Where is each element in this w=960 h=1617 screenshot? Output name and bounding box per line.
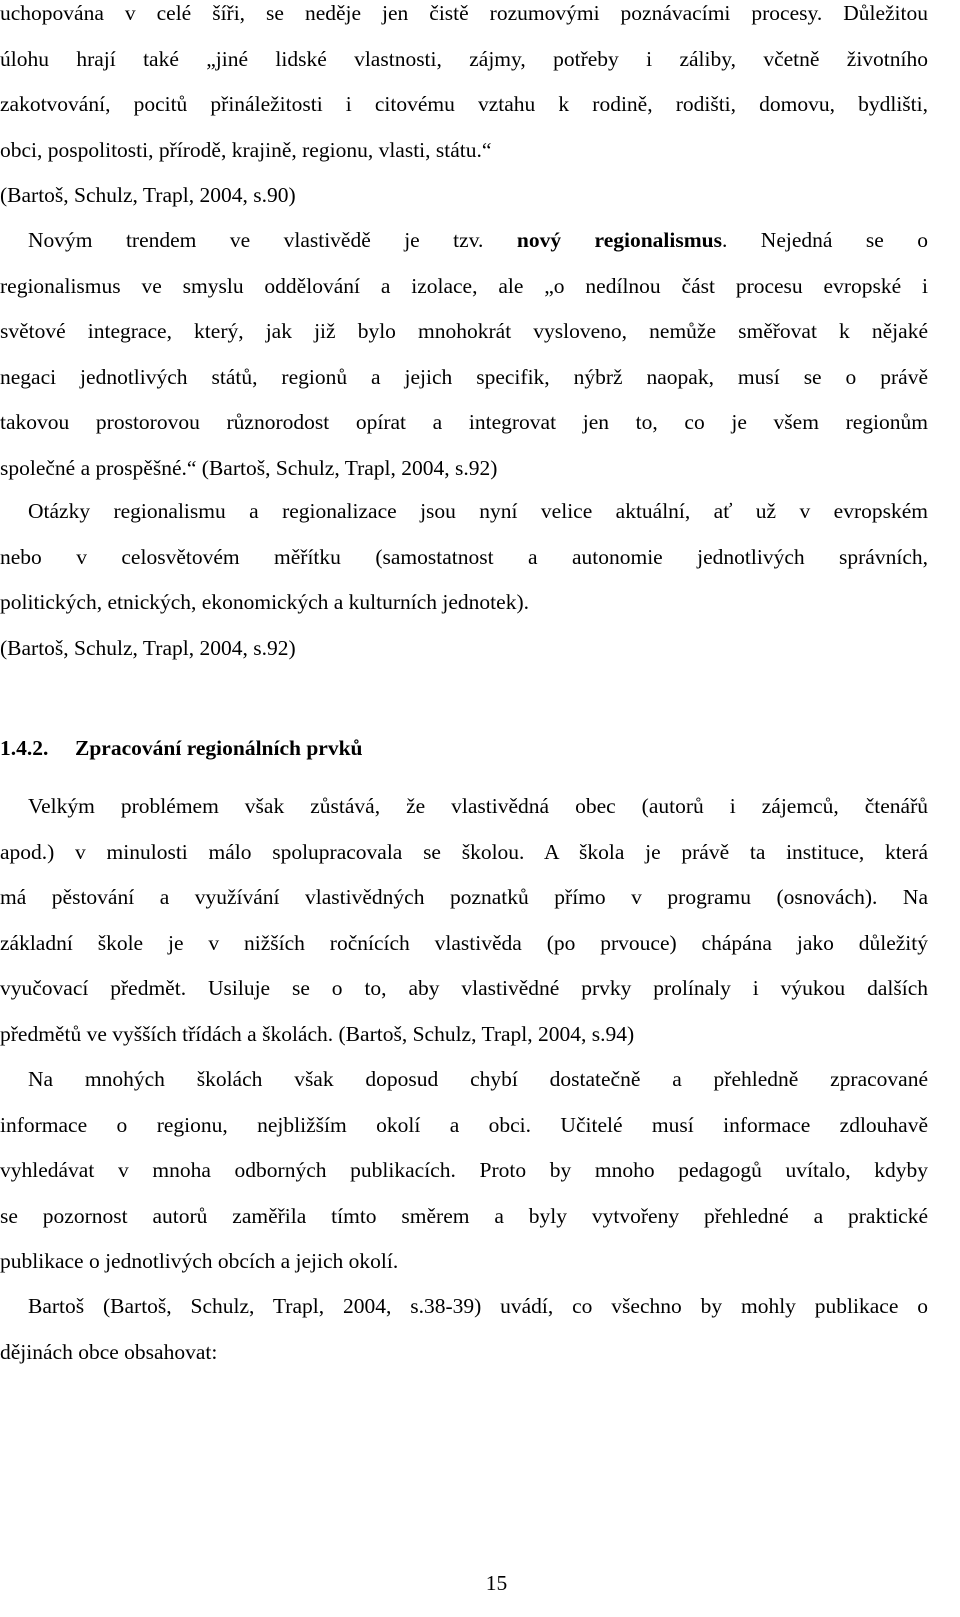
text-line: dějinách obce obsahovat:	[0, 1339, 218, 1364]
section-heading	[0, 726, 363, 772]
text-line: vyhledávat v mnoha odborných publikacích. Proto by mnoho pedagogů uvítalo, kdyby	[0, 1158, 928, 1182]
text-line: politických, etnických, ekonomických a kulturních jednotek).	[0, 590, 529, 614]
text-line: se pozornost autorů zaměřila tímto směrem a byly vytvořeny přehledné a praktické	[0, 1203, 928, 1228]
paragraph-5	[0, 1057, 928, 1285]
text-line: uchopována v celé šíři, se neděje jen čistě rozumovými poznávacími procesy. Důležitou	[0, 1, 928, 25]
paragraph-1	[0, 0, 928, 219]
text-line: vyučovací předmět. Usiluje se o to, aby vlastivědné prvky prolínaly i výukou dalších	[0, 976, 928, 1000]
text-line: informace o regionu, nejbližším okolí a obci. Učitelé musí informace zdlouhavě	[0, 1112, 928, 1137]
text-line: apod.) v minulosti málo spolupracovala se školou. A škola je právě ta instituce, která	[0, 839, 928, 864]
paragraph-6	[0, 1284, 928, 1375]
citation-line: (Bartoš, Schulz, Trapl, 2004, s.92)	[0, 635, 296, 660]
text-line: regionalismus ve smyslu oddělování a izolace, ale „o nedílnou část procesu evropské i	[0, 273, 928, 298]
text-run: Novým trendem ve vlastivědě je tzv.	[28, 228, 517, 252]
text-line: Bartoš (Bartoš, Schulz, Trapl, 2004, s.38-39) uvádí, co všechno by mohly publikace o	[28, 1294, 928, 1318]
text-line: světové integrace, který, jak již bylo mnohokrát vysloveno, nemůže směřovat k nějaké	[0, 319, 928, 343]
text-line: zakotvování, pocitů přináležitosti i citovému vztahu k rodině, rodišti, domovu, bydlišti,	[0, 92, 928, 116]
paragraph-2	[0, 218, 928, 491]
section-title: Zpracování regionálních prvků	[75, 736, 363, 760]
text-run: . Nejedná se o	[721, 228, 928, 252]
text-line: společné a prospěšné.“ (Bartoš, Schulz, Trapl, 2004, s.92)	[0, 455, 498, 480]
text-line-first	[0, 218, 928, 264]
text-line: Na mnohých školách však doposud chybí dostatečně a přehledně zpracované	[28, 1067, 928, 1091]
page-number: 15	[485, 1571, 508, 1595]
text-line: nebo v celosvětovém měřítku (samostatnost a autonomie jednotlivých správních,	[0, 544, 928, 569]
text-line: úlohu hrají také „jiné lidské vlastnosti, zájmy, potřeby i záliby, včetně životního	[0, 46, 928, 71]
section-number: 1.4.2.	[0, 736, 49, 760]
text-line: Velkým problémem však zůstává, že vlastivědná obec (autorů i zájemců, čtenářů	[28, 794, 928, 818]
citation-line: (Bartoš, Schulz, Trapl, 2004, s.90)	[0, 183, 296, 207]
text-line: předmětů ve vyšších třídách a školách. (Bartoš, Schulz, Trapl, 2004, s.94)	[0, 1021, 635, 1046]
text-line: základní škole je v nižších ročnících vlastivěda (po prvouce) chápána jako důležitý	[0, 930, 928, 955]
text-line: Otázky regionalismu a regionalizace jsou nyní velice aktuální, ať už v evropském	[28, 499, 928, 523]
text-line: má pěstování a využívání vlastivědných poznatků přímo v programu (osnovách). Na	[0, 885, 928, 909]
text-line: negaci jednotlivých států, regionů a jejich specifik, nýbrž naopak, musí se o právě	[0, 364, 928, 389]
text-line: publikace o jednotlivých obcích a jejich okolí.	[0, 1249, 399, 1273]
paragraph-4	[0, 784, 928, 1057]
bold-term: nový regionalismus	[516, 228, 722, 252]
text-line: takovou prostorovou různorodost opírat a integrovat jen to, co je všem regionům	[0, 410, 928, 434]
text-line: obci, pospolitosti, přírodě, krajině, regionu, vlasti, státu.“	[0, 137, 492, 162]
paragraph-3	[0, 489, 928, 671]
